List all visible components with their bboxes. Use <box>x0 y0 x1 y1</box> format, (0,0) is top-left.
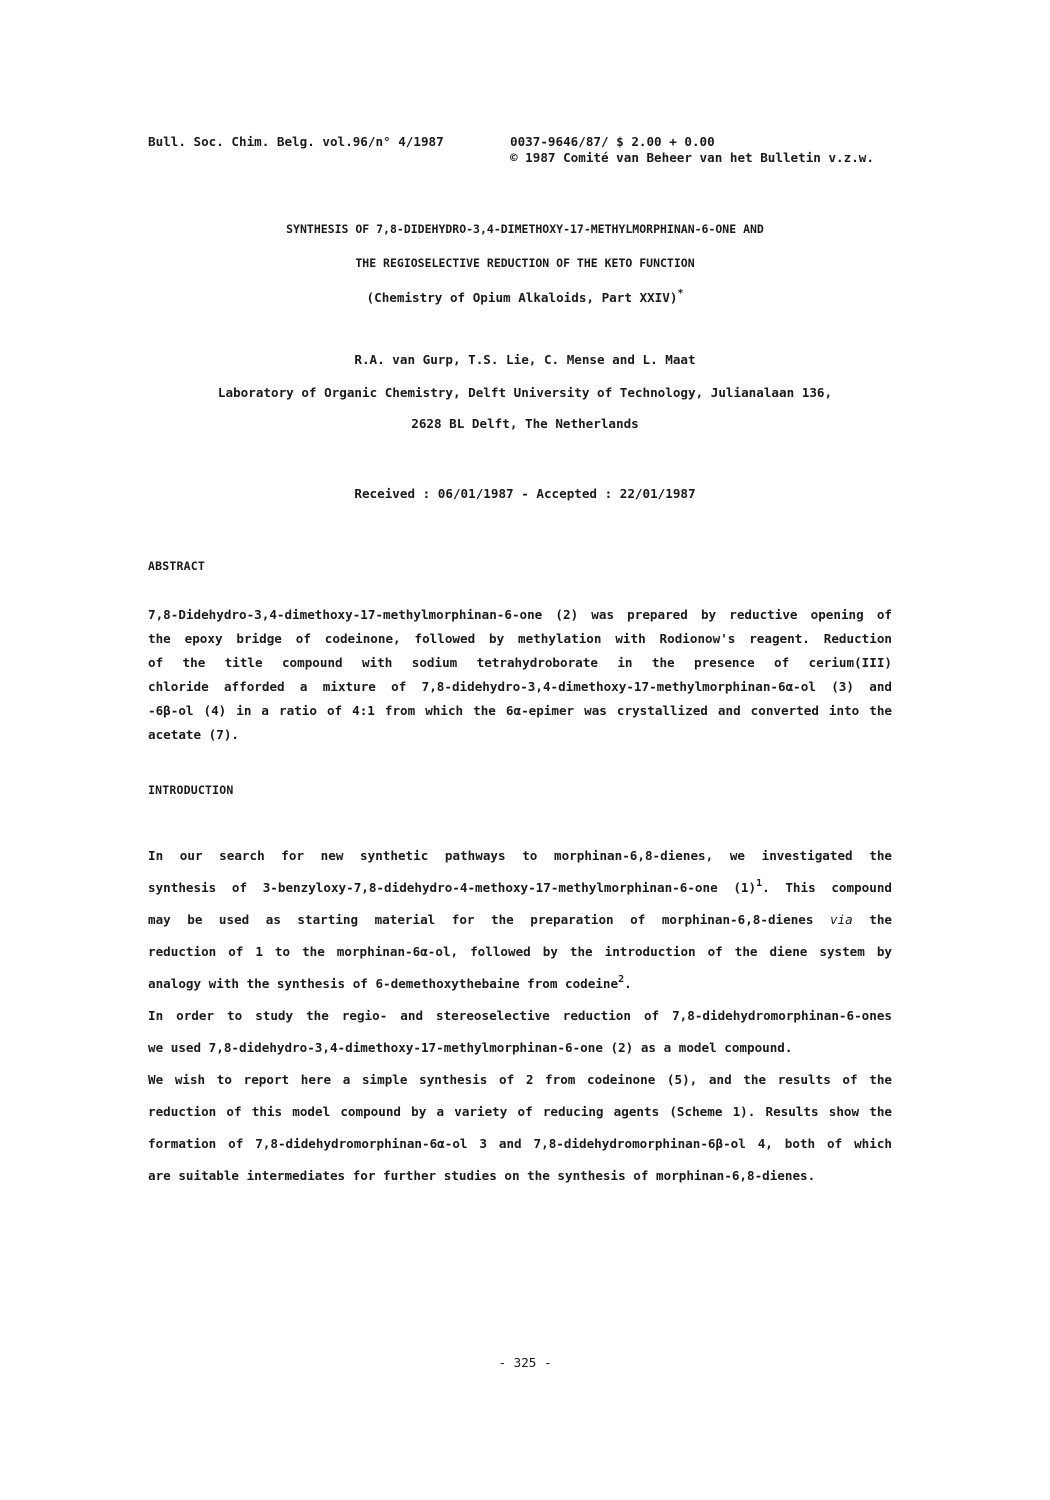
intro-line: formation of 7,8-didehydromorphinan-6α-ol 3 and 7,8-didehydromorphinan-6β-ol 4, both of which <box>148 1136 892 1151</box>
intro-italic-via: via <box>829 912 853 927</box>
copyright-notice: © 1987 Comité van Beheer van het Bulletin v.z.w. <box>510 150 874 165</box>
abstract-line: 7,8-Didehydro-3,4-dimethoxy-17-methylmorphinan-6-one (2) was prepared by reductive opening of <box>148 607 892 622</box>
affiliation-line-1: Laboratory of Organic Chemistry, Delft University of Technology, Julianalaan 136, <box>217 385 833 400</box>
intro-line: We wish to report here a simple synthesis of 2 from codeinone (5), and the results of the <box>148 1072 892 1087</box>
citation-ref-2: 2 <box>618 974 625 985</box>
citation-ref-1: 1 <box>756 878 763 889</box>
intro-line <box>148 976 892 991</box>
title-line-1: SYNTHESIS OF 7,8-DIDEHYDRO-3,4-DIMETHOXY-17-METHYLMORPHINAN-6-ONE AND <box>286 222 764 236</box>
intro-text: . This compound <box>762 880 893 895</box>
abstract-line: chloride afforded a mixture of 7,8-didehydro-3,4-dimethoxy-17-methylmorphinan-6α-ol (3) and <box>148 679 892 694</box>
abstract-line: -6β-ol (4) in a ratio of 4:1 from which the 6α-epimer was crystallized and converted into the <box>148 703 892 718</box>
issn-price: 0037-9646/87/ $ 2.00 + 0.00 <box>510 134 715 149</box>
title-line-2: THE REGIOSELECTIVE REDUCTION OF THE KETO FUNCTION <box>355 256 695 270</box>
introduction-heading: INTRODUCTION <box>148 783 234 797</box>
intro-text: analogy with the synthesis of 6-demethoxythebaine from codeine <box>148 976 619 991</box>
intro-line <box>148 912 892 927</box>
page-number: - 325 - <box>498 1355 552 1370</box>
journal-citation: Bull. Soc. Chim. Belg. vol.96/n° 4/1987 <box>148 134 444 149</box>
footnote-mark: * <box>677 288 684 299</box>
intro-line: reduction of 1 to the morphinan-6α-ol, followed by the introduction of the diene system by <box>148 944 892 959</box>
abstract-line: acetate (7). <box>148 727 239 742</box>
authors: R.A. van Gurp, T.S. Lie, C. Mense and L. Maat <box>354 352 696 367</box>
intro-text: may be used as starting material for the preparation of morphinan-6,8-dienes <box>148 912 814 927</box>
intro-text: . <box>624 976 632 991</box>
intro-line: reduction of this model compound by a variety of reducing agents (Scheme 1). Results show the <box>148 1104 892 1119</box>
subtitle-text: (Chemistry of Opium Alkaloids, Part XXIV) <box>366 290 678 305</box>
abstract-line: the epoxy bridge of codeinone, followed by methylation with Rodionow's reagent. Reduction <box>148 631 892 646</box>
subtitle <box>0 290 1050 305</box>
abstract-line: of the title compound with sodium tetrahydroborate in the presence of cerium(III) <box>148 655 892 670</box>
abstract-heading: ABSTRACT <box>148 559 205 573</box>
received-accepted-dates: Received : 06/01/1987 - Accepted : 22/01/1987 <box>354 486 696 501</box>
intro-line: In order to study the regio- and stereoselective reduction of 7,8-didehydromorphinan-6-ones <box>148 1008 892 1023</box>
affiliation-line-2: 2628 BL Delft, The Netherlands <box>411 416 639 431</box>
intro-line: are suitable intermediates for further studies on the synthesis of morphinan-6,8-dienes. <box>148 1168 816 1183</box>
intro-line <box>148 880 892 895</box>
intro-text: the <box>869 912 892 927</box>
intro-text: synthesis of 3-benzyloxy-7,8-didehydro-4-methoxy-17-methylmorphinan-6-one (1) <box>148 880 757 895</box>
intro-line: we used 7,8-didehydro-3,4-dimethoxy-17-methylmorphinan-6-one (2) as a model compound. <box>148 1040 793 1055</box>
intro-line: In our search for new synthetic pathways to morphinan-6,8-dienes, we investigated the <box>148 848 892 863</box>
